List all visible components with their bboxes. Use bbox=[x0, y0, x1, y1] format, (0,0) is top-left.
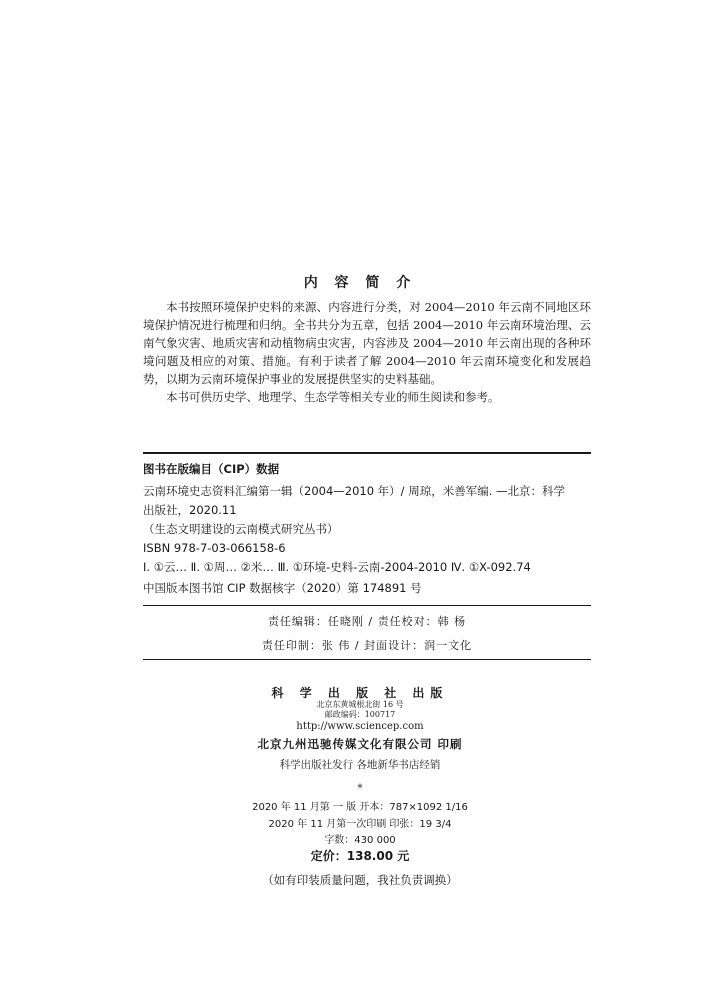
editor-credits: 责任编辑：任晓刚 / 责任校对：韩 杨 bbox=[267, 615, 467, 628]
summary-title: 内 容 简 介 bbox=[303, 275, 417, 291]
section-divider bbox=[143, 605, 591, 606]
section-divider bbox=[143, 659, 591, 660]
publisher-url: http://www.sciencep.com bbox=[296, 721, 424, 732]
quality-notice: （如有印装质量问题，我社负责调换） bbox=[262, 873, 458, 887]
cip-line: 云南环境史志资料汇编第一辑（2004—2010 年）/ 周琼，米善军编. —北京：科学 bbox=[143, 484, 566, 498]
cip-series: （生态文明建设的云南模式研究丛书） bbox=[143, 522, 339, 536]
printing-info: 2020 年 11 月第一次印刷 印张：19 3/4 bbox=[268, 819, 452, 830]
publisher-name: 科 学 出 版 社 出版 bbox=[271, 686, 449, 700]
publisher-postcode: 邮政编码：100717 bbox=[324, 710, 396, 719]
distribution-info: 科学出版社发行 各地新华书店经销 bbox=[279, 759, 441, 771]
summary-body bbox=[143, 298, 591, 406]
separator-asterisk: * bbox=[357, 783, 363, 794]
price: 定价：138.00 元 bbox=[310, 849, 410, 863]
cip-isbn: ISBN 978-7-03-066158-6 bbox=[143, 541, 286, 555]
publisher-address: 北京东黄城根北街 16 号 bbox=[316, 700, 404, 709]
cip-block bbox=[143, 460, 591, 598]
cip-line: 出版社，2020.11 bbox=[143, 503, 237, 517]
word-count: 字数：430 000 bbox=[324, 835, 396, 846]
section-divider bbox=[143, 452, 591, 454]
cip-heading: 图书在版编目（CIP）数据 bbox=[143, 462, 280, 476]
summary-paragraph: 本书可供历史学、地理学、生态学等相关专业的师生阅读和参考。 bbox=[166, 390, 500, 404]
production-credits: 责任印制：张 伟 / 封面设计：润一文化 bbox=[261, 639, 473, 652]
cip-classification: Ⅰ. ①云… Ⅱ. ①周… ②米… Ⅲ. ①环境-史料-云南-2004-2010 Ⅳ. ①X-092.74 bbox=[143, 560, 531, 574]
summary-paragraph: 本书按照环境保护史料的来源、内容进行分类，对 2004—2010 年云南不同地区环境保护情况进行梳理和归纳。全书共分为五章，包括 2004—2010 年云南环境治理、云南气象灾害、地质灾害和动植物病虫灾害，内容涉及 2004—2010 年云南出现的各种环境问题及相应的对策、措施。有利于读者了解 2004—2010 年云南环境变化和发展趋势，以期为云南环境保护事业的发展提供坚实的史料基础。 bbox=[143, 300, 591, 386]
printer-name: 北京九州迅驰传媒文化有限公司 印刷 bbox=[257, 737, 463, 751]
cip-record-number: 中国版本图书馆 CIP 数据核字（2020）第 174891 号 bbox=[143, 581, 422, 595]
edition-info: 2020 年 11 月第 一 版 开本：787×1092 1/16 bbox=[252, 802, 468, 813]
